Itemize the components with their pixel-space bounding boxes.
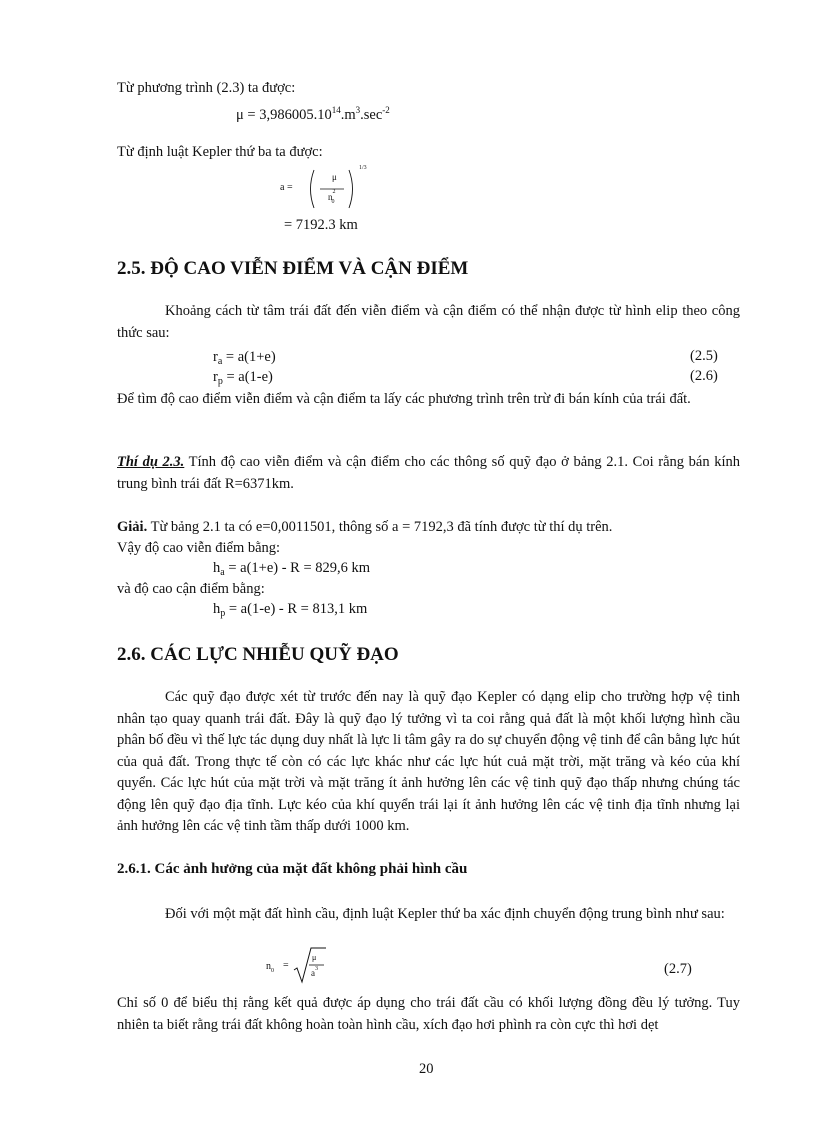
apogee-equation: $h_a = a(1+e) - R = 829,6$ km — [213, 560, 371, 578]
formula-exponent: 1/3 — [359, 165, 367, 171]
mean-motion-formula — [266, 946, 346, 986]
equation-2-5: $r_a = a(1+e)$ — [213, 349, 276, 367]
intro-line-1: Từ phương trình (2.3) ta được: — [117, 80, 296, 96]
equation-number-2-6: (2.6) — [690, 368, 718, 384]
radical-sign — [292, 946, 328, 986]
paragraph-2-5-height: Để tìm độ cao điểm viễn điểm và cận điểm ta lấy các phương trình trên trừ đi bán kính của trái đất. — [117, 391, 691, 407]
equation-2-6: $r_p = a(1-e)$ — [213, 369, 273, 387]
n0-lhs: $n_0$ — [266, 961, 274, 974]
section-heading-2-5: 2.5. ĐỘ CAO VIỄN ĐIỂM VÀ CẬN ĐIỂM — [117, 258, 469, 279]
formula-denominator: $n^2_0$ — [328, 189, 336, 205]
section-heading-2-6-1: 2.6.1. Các ảnh hưởng của mặt đất không phải hình cầu — [117, 861, 468, 877]
formula-lhs: a = — [280, 182, 293, 193]
perigee-line: và độ cao cận điểm bằng: — [117, 581, 265, 597]
equation-number-2-7: (2.7) — [664, 961, 692, 977]
n0-numerator: μ — [312, 953, 317, 962]
example-2-3: Thí dụ 2.3. Tính độ cao viễn điểm và cận điểm cho các thông số quỹ đạo ở bảng 2.1. Coi rằng bán kính trung bình trái đất R=6371km. — [117, 454, 741, 492]
n0-equals: = — [283, 960, 289, 971]
solution-line: Giải. Từ bảng 2.1 ta có e=0,0011501, thông số a = 7192,3 đã tính được từ thí dụ trên. — [117, 519, 613, 535]
paragraph-2-6: Các quỹ đạo được xét từ trước đến nay là quỹ đạo Kepler có dạng elip cho trường hợp vệ tinh nhân tạo quay quanh trái đất. Đây là quỹ đạo lý tưởng vì ta coi rằng quả đất là một khối lượng hình cầu phân bố đều vì thế lực tác dụng duy nhất là lực li tâm gây ra do sự chuyển động vệ tinh để cân bằng lực hút của quả đất. Trong thực tế còn có các lực khác như các lực hút cuả mặt trời, mặt trăng và kéo của khí quyển. Các lực hút của mặt trời và mặt trăng ít ảnh hưởng lên các vệ tinh quỹ đạo thấp nhưng chúng tác động lên quỹ đạo địa tĩnh. Lực kéo của khí quyển trái lại ít ảnh hưởng lên các vệ tinh địa tĩnh nhưng lại ảnh hưởng lên các vệ tinh tầm thấp dưới 1000 km. — [117, 689, 740, 834]
semi-major-axis-formula — [280, 165, 390, 213]
mu-equation: $\mu = 3,986005.10^{14}.m^3.\sec^{-2}$ — [236, 105, 390, 123]
page-number: 20 — [419, 1061, 434, 1077]
equation-number-2-5: (2.5) — [690, 348, 718, 364]
paragraph-2-6-1-intro: Đối với một mặt đất hình cầu, định luật Kepler thứ ba xác định chuyển động trung bình như sau: — [165, 906, 725, 922]
formula-numerator: μ — [332, 172, 337, 182]
apogee-line: Vậy độ cao viễn điểm bằng: — [117, 540, 281, 556]
intro-line-2: Từ định luật Kepler thứ ba ta được: — [117, 144, 323, 160]
n0-denominator: $a^3$ — [311, 966, 318, 978]
perigee-equation: $h_p = a(1-e) - R = 813,1$ km — [213, 601, 368, 619]
paragraph-2-6-1-note: Chỉ số 0 để biểu thị rằng kết quả được áp dụng cho trái đất cầu có khối lượng đồng đều lý tưởng. Tuy nhiên ta biết rằng trái đất không hoàn toàn hình cầu, xích đạo hơi phình ra còn cực thì hơi dẹt — [117, 995, 740, 1033]
paragraph-2-5-intro: Khoảng cách từ tâm trái đất đến viễn điểm và cận điểm có thể nhận được từ hình elip theo công thức sau: — [117, 303, 740, 341]
section-heading-2-6: 2.6. CÁC LỰC NHIỄU QUỸ ĐẠO — [117, 644, 399, 665]
a-result: = 7192.3 km — [284, 217, 358, 233]
